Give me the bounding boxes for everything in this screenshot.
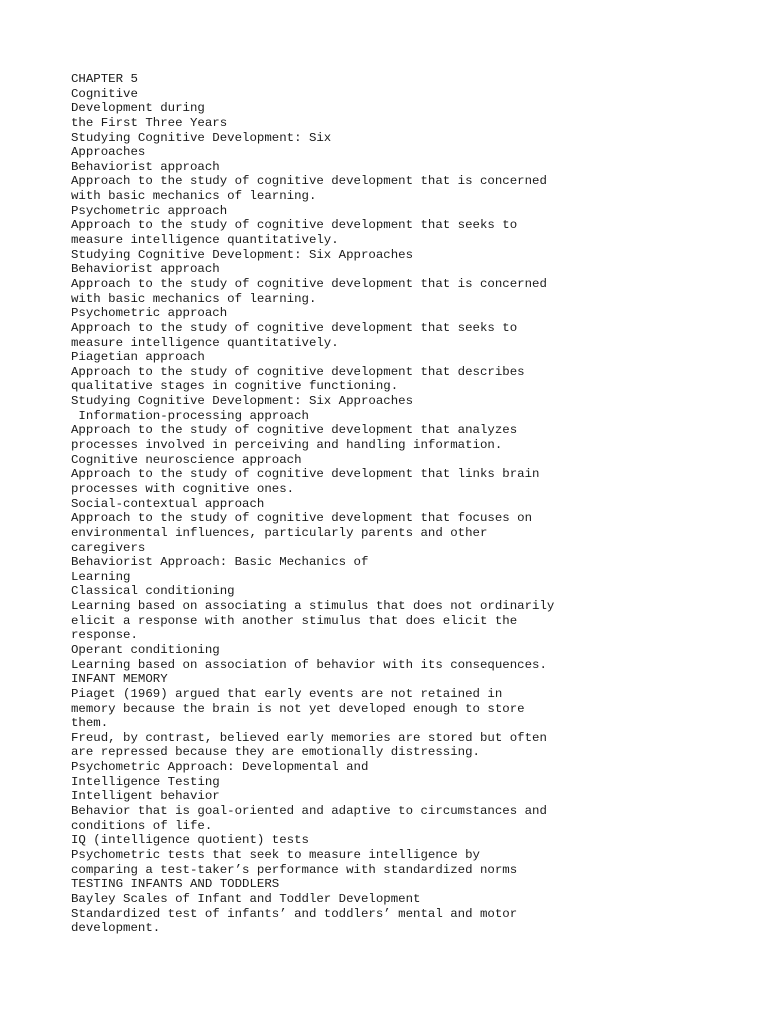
- definition-line: Standardized test of infants’ and toddlers’ mental and motor: [71, 906, 518, 921]
- definition-line: comparing a test-taker’s performance with standardized norms: [71, 862, 518, 877]
- definition-line: Approach to the study of cognitive development that links brain: [71, 467, 540, 482]
- definition-line: Approach to the study of cognitive development that seeks to: [71, 320, 518, 335]
- term: Behaviorist approach: [71, 262, 220, 277]
- definition-line: Approach to the study of cognitive development that seeks to: [71, 218, 518, 233]
- definition-line: measure intelligence quantitatively.: [71, 233, 339, 248]
- chapter-title-line-3: the First Three Years: [71, 115, 228, 130]
- term: Behaviorist approach: [71, 159, 220, 174]
- body-line: Freud, by contrast, believed early memories are stored but often: [71, 730, 547, 745]
- term: IQ (intelligence quotient) tests: [71, 833, 309, 848]
- definition-line: with basic mechanics of learning.: [71, 291, 317, 306]
- section-heading: INFANT MEMORY: [71, 672, 168, 687]
- term: Classical conditioning: [71, 584, 235, 599]
- definition-line: with basic mechanics of learning.: [71, 189, 317, 204]
- chapter-title-line-2: Development during: [71, 101, 205, 116]
- body-line: memory because the brain is not yet developed enough to store: [71, 701, 525, 716]
- document-page: [71, 72, 751, 936]
- term: Bayley Scales of Infant and Toddler Development: [71, 891, 421, 906]
- definition-line: environmental influences, particularly parents and other: [71, 525, 488, 540]
- body-line: are repressed because they are emotionally distressing.: [71, 745, 480, 760]
- term: Psychometric approach: [71, 203, 228, 218]
- section-heading: Learning: [71, 569, 131, 584]
- section-heading: Behaviorist Approach: Basic Mechanics of: [71, 555, 369, 570]
- body-line: them.: [71, 716, 109, 731]
- definition-line: Behavior that is goal-oriented and adaptive to circumstances and: [71, 804, 547, 819]
- body-line: Piaget (1969) argued that early events are not retained in: [71, 686, 503, 701]
- term: Operant conditioning: [71, 642, 220, 657]
- definition-line: measure intelligence quantitatively.: [71, 335, 339, 350]
- section-heading: Psychometric Approach: Developmental and: [71, 760, 369, 775]
- definition-line: Approach to the study of cognitive development that is concerned: [71, 174, 547, 189]
- term: Psychometric approach: [71, 306, 228, 321]
- definition-line: development.: [71, 921, 161, 936]
- section-heading: Approaches: [71, 145, 146, 160]
- definition-line: Learning based on association of behavior with its consequences.: [71, 657, 547, 672]
- chapter-title-line-1: Cognitive: [71, 86, 138, 101]
- term: Piagetian approach: [71, 350, 205, 365]
- definition-line: processes involved in perceiving and handling information.: [71, 438, 503, 453]
- definition-line: Psychometric tests that seek to measure intelligence by: [71, 847, 480, 862]
- definition-line: Approach to the study of cognitive development that describes: [71, 364, 525, 379]
- definition-line: response.: [71, 628, 138, 643]
- chapter-number: CHAPTER 5: [71, 72, 138, 86]
- definition-line: Approach to the study of cognitive development that is concerned: [71, 276, 547, 291]
- definition-line: elicit a response with another stimulus that does elicit the: [71, 613, 518, 628]
- term: Cognitive neuroscience approach: [71, 452, 302, 467]
- section-heading: Studying Cognitive Development: Six Approaches: [71, 394, 414, 409]
- term: Information-processing approach: [71, 408, 309, 423]
- definition-line: Learning based on associating a stimulus that does not ordinarily: [71, 599, 555, 614]
- section-heading: Intelligence Testing: [71, 774, 220, 789]
- definition-line: caregivers: [71, 540, 146, 555]
- term: Intelligent behavior: [71, 789, 220, 804]
- section-heading: TESTING INFANTS AND TODDLERS: [71, 877, 280, 892]
- definition-line: processes with cognitive ones.: [71, 481, 295, 496]
- definition-line: Approach to the study of cognitive development that focuses on: [71, 511, 533, 526]
- section-heading: Studying Cognitive Development: Six Approaches: [71, 247, 414, 262]
- definition-line: qualitative stages in cognitive functioning.: [71, 379, 399, 394]
- definition-line: Approach to the study of cognitive development that analyzes: [71, 423, 518, 438]
- section-heading: Studying Cognitive Development: Six: [71, 130, 332, 145]
- term: Social-contextual approach: [71, 496, 265, 511]
- definition-line: conditions of life.: [71, 818, 213, 833]
